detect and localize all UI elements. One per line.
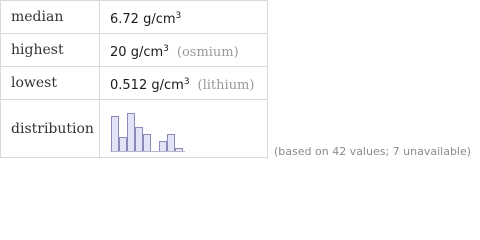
histogram-bar (120, 137, 127, 151)
row-label: distribution (1, 100, 100, 158)
value-text (110, 45, 169, 60)
value-text (110, 78, 190, 93)
footnote: (based on 42 values; 7 unavailable) (274, 145, 472, 158)
histogram-bar (136, 127, 143, 151)
row-label: lowest (1, 67, 100, 100)
density-stats-table (0, 0, 268, 158)
row-label: median (1, 1, 100, 34)
value-unit: g/cm (130, 44, 164, 60)
histogram-bar (112, 116, 119, 151)
value-number: 6.72 (110, 11, 139, 27)
row-value (100, 34, 268, 67)
value-unit: g/cm (151, 77, 184, 93)
value-note: (lithium) (197, 77, 255, 93)
row-value (100, 100, 268, 158)
unit-exponent: 3 (183, 76, 190, 87)
value-text (110, 12, 181, 27)
unit-exponent: 3 (175, 10, 182, 21)
row-label: highest (1, 34, 100, 67)
row-value (100, 67, 268, 100)
unit-exponent: 3 (163, 43, 169, 54)
table-row-highest (1, 34, 268, 67)
value-note: (osmium) (176, 44, 239, 60)
histogram-bar (168, 134, 175, 151)
value-number: 20 (110, 44, 127, 60)
table-row-median (1, 1, 268, 34)
histogram-bar (160, 141, 167, 151)
table-row-lowest (1, 67, 268, 100)
histogram-bar (144, 134, 151, 151)
histogram-bar (128, 113, 135, 151)
value-number: 0.512 (110, 77, 148, 93)
table-row-distribution (1, 100, 268, 158)
distribution-histogram (110, 111, 190, 153)
value-unit: g/cm (143, 11, 176, 27)
row-value (100, 1, 268, 34)
